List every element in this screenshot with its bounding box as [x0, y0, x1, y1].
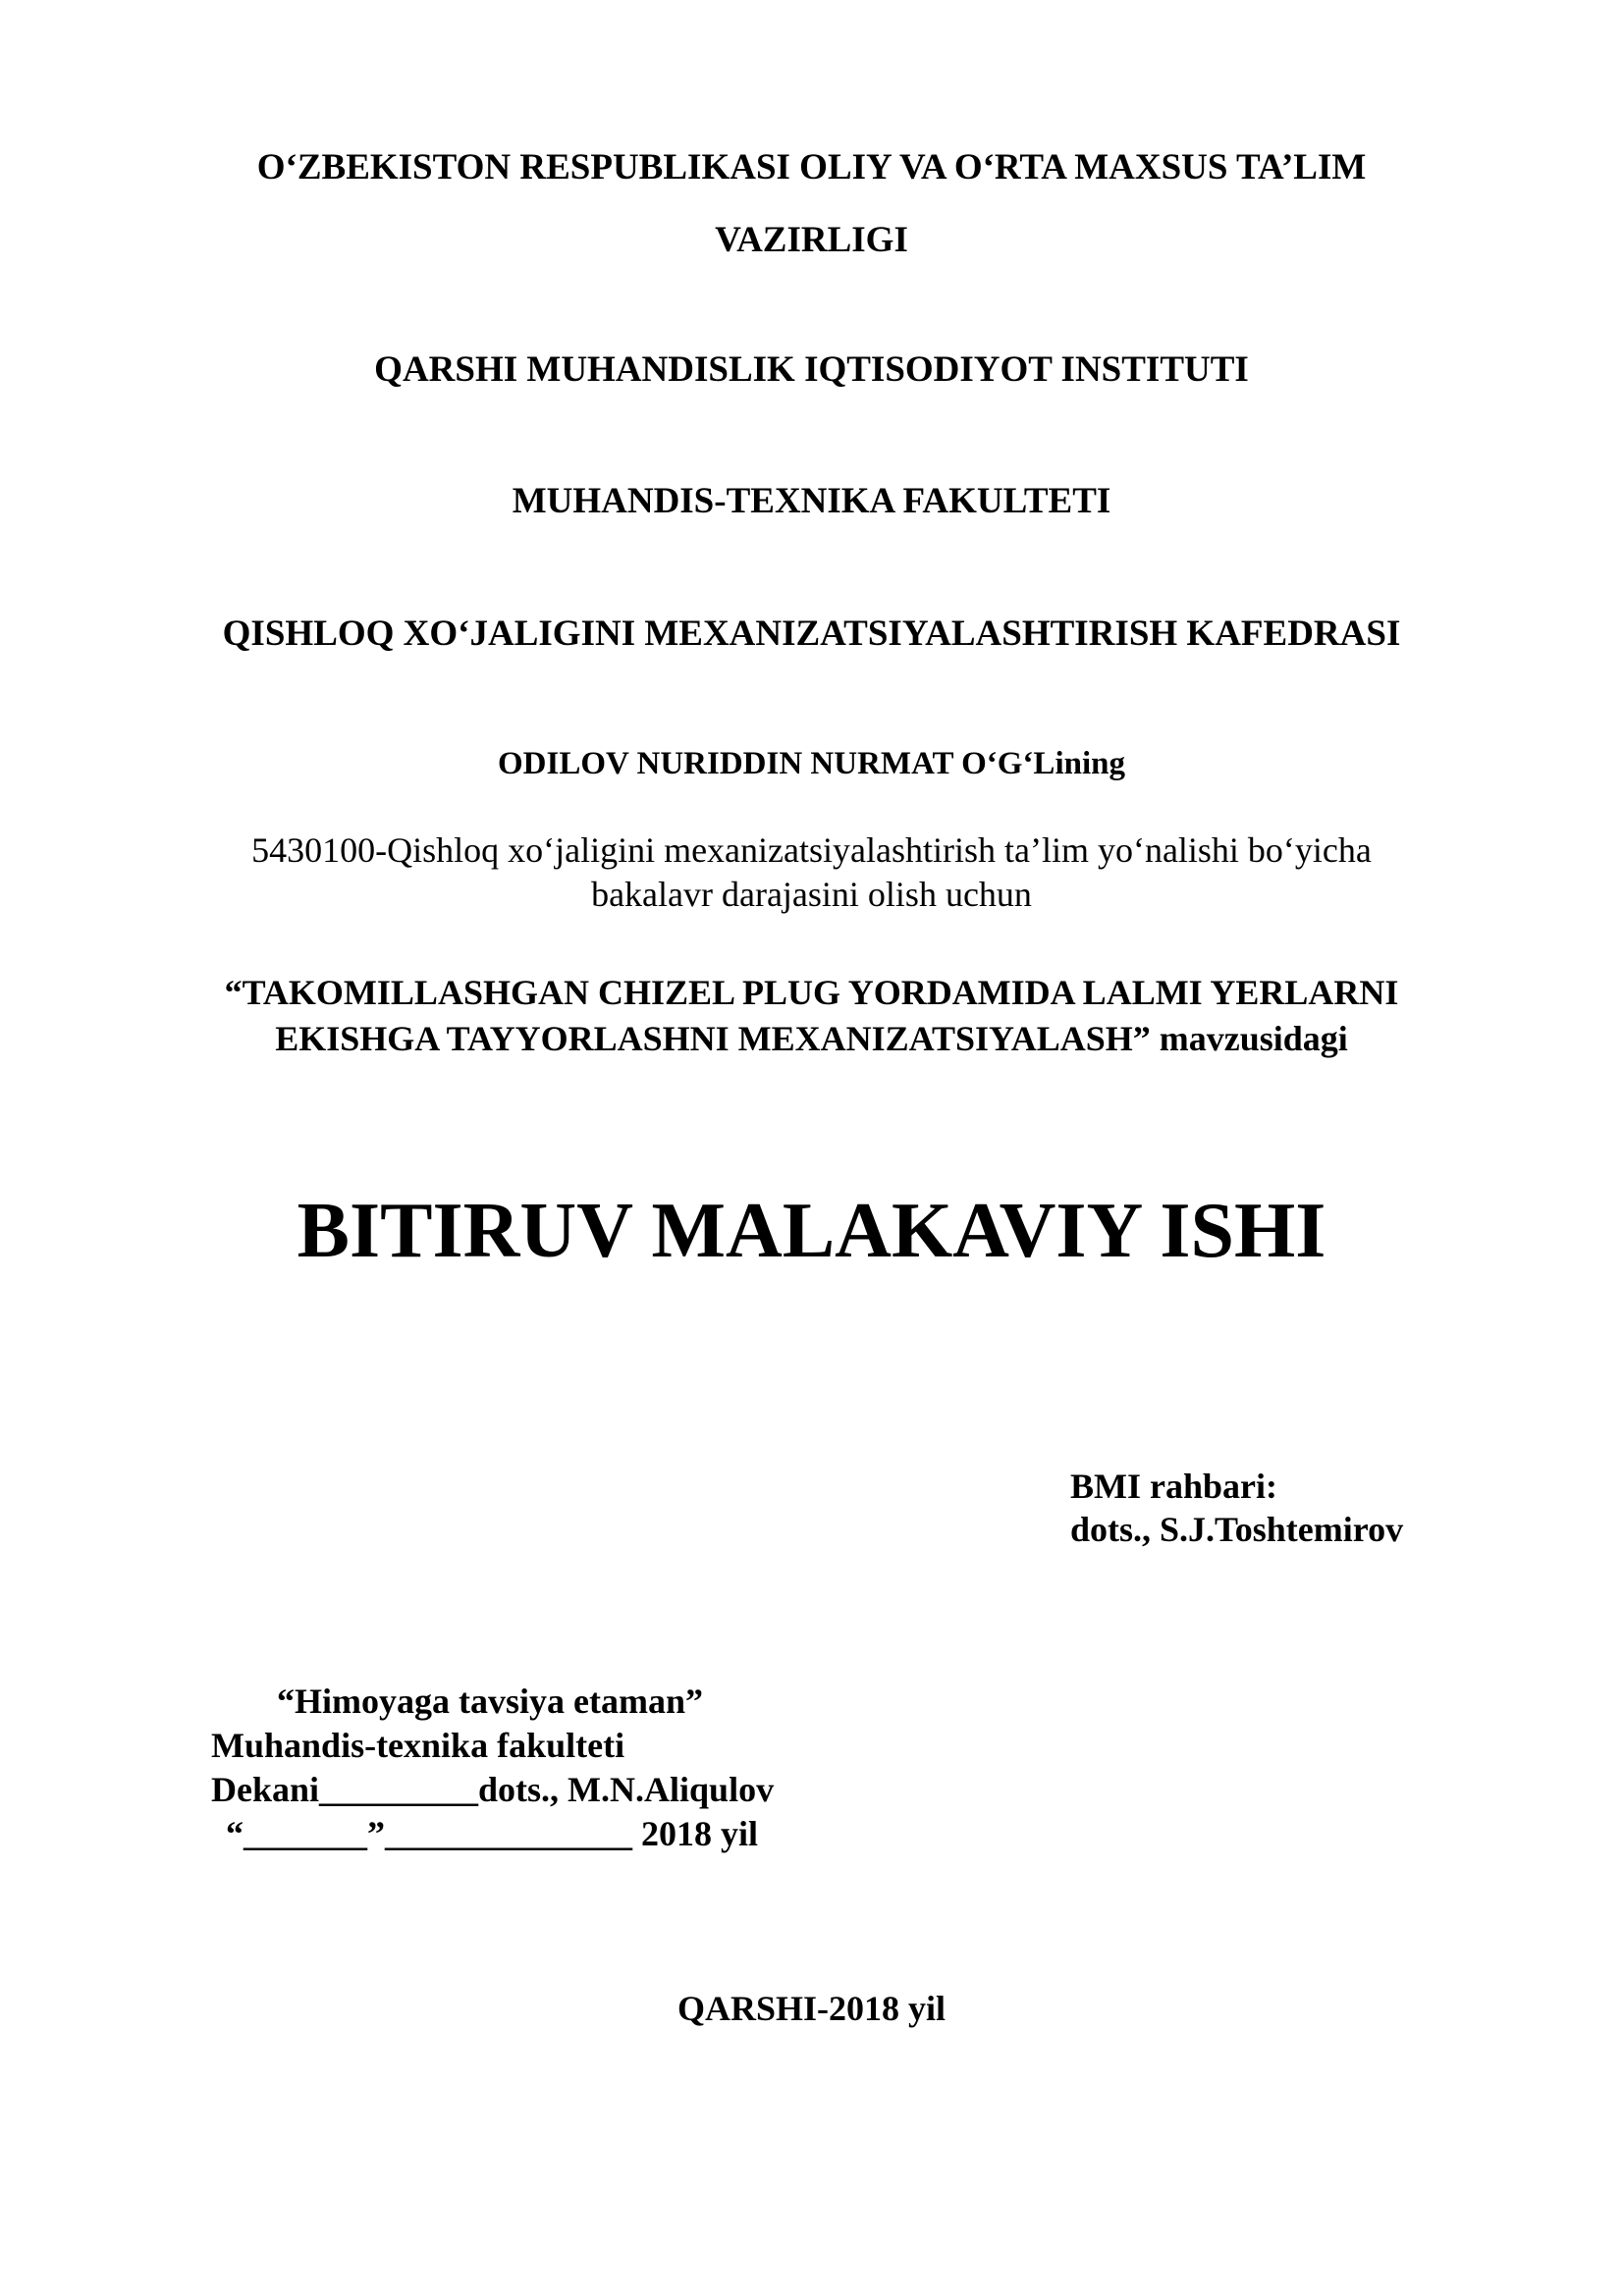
topic-line-1: “TAKOMILLASHGAN CHIZEL PLUG YORDAMIDA LALMI YERLARNI — [224, 973, 1399, 1012]
approval-faculty: Muhandis-texnika fakulteti — [211, 1726, 625, 1765]
ministry-line-1: O‘ZBEKISTON RESPUBLIKASI OLIY VA O‘RTA MAXSUS TA’LIM — [256, 147, 1367, 187]
supervisor-name: dots., S.J.Toshtemirov — [1070, 1510, 1404, 1549]
purpose-line-2: bakalavr darajasini olish uchun — [591, 875, 1032, 914]
faculty-name: MUHANDIS-TEXNIKA FAKULTETI — [512, 481, 1111, 521]
topic-line-2 — [0, 1021, 1623, 1056]
purpose-line-1: 5430100-Qishloq xo‘jaligini mexanizatsiyalashtirish ta’lim yo‘nalishi bo‘yicha — [251, 830, 1372, 870]
approval-recommendation: “Himoyaga tavsiya etaman” — [277, 1682, 703, 1721]
author-name: ODILOV NURIDDIN NURMAT O‘G‘Lining — [498, 746, 1125, 781]
approval-dean: Dekani_________dots., M.N.Aliqulov — [211, 1770, 775, 1809]
supervisor-label: BMI rahbari: — [1070, 1467, 1277, 1506]
city-year: QARSHI-2018 yil — [676, 1989, 947, 2028]
approval-date: “_______”______________ 2018 yil — [226, 1814, 759, 1853]
topic-line-2-main: EKISHGA TAYYORLASHNI MEXANIZATSIYALASH” — [275, 1019, 1151, 1058]
institute-name: QARSHI MUHANDISLIK IQTISODIYOT INSTITUTI — [374, 349, 1249, 390]
ministry-line-2: VAZIRLIGI — [715, 220, 908, 260]
topic-line-2-tail: mavzusidagi — [1150, 1019, 1348, 1058]
document-title: BITIRUV MALAKAVIY ISHI — [297, 1188, 1326, 1274]
department-name: QISHLOQ XO‘JALIGINI MEXANIZATSIYALASHTIRISH KAFEDRASI — [222, 614, 1401, 654]
